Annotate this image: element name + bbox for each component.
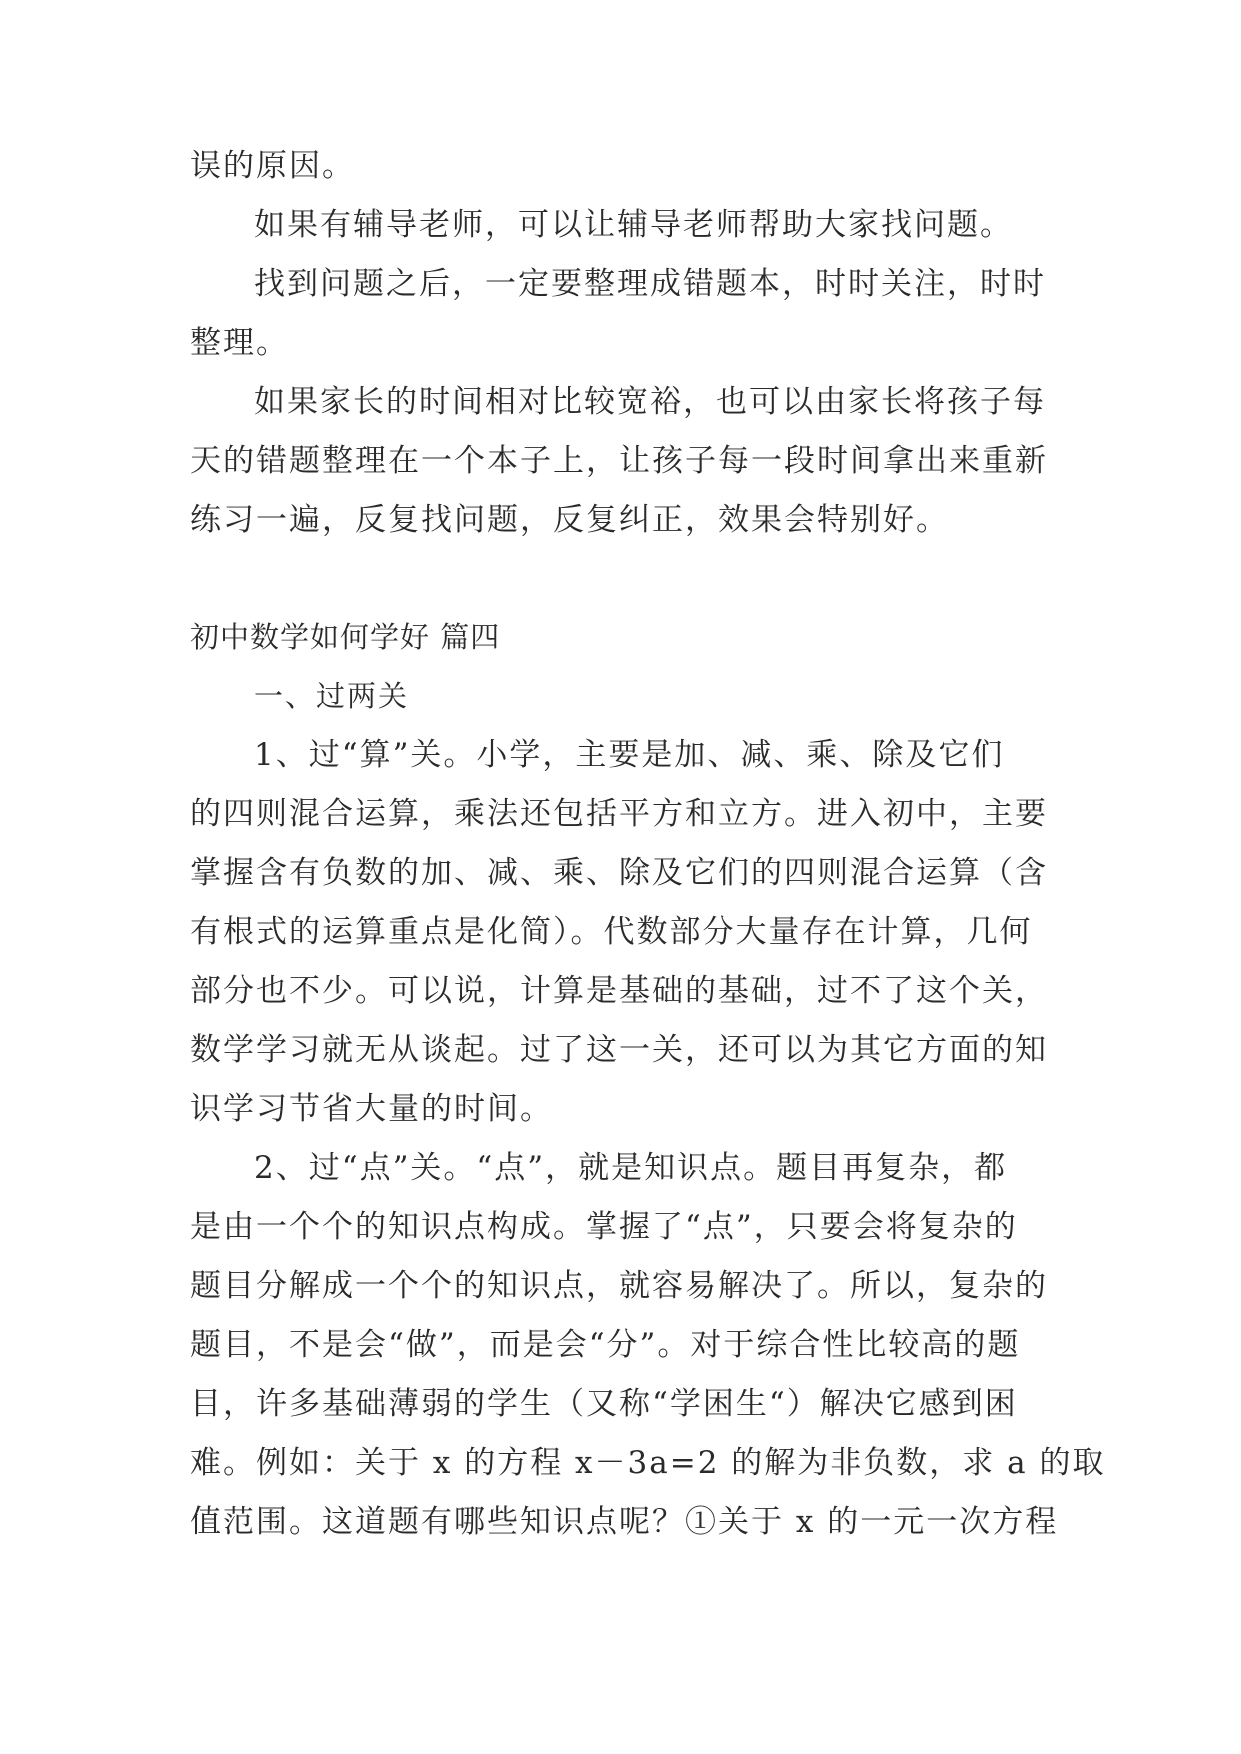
- section-paragraph-2-line-5: 目，许多基础薄弱的学生（又称“学困生“）解决它感到困: [190, 1386, 1018, 1422]
- section-paragraph-1-line-2: 的四则混合运算，乘法还包括平方和立方。进入初中，主要: [190, 796, 1048, 832]
- paragraph-1-line-1: 误的原因。: [190, 148, 355, 184]
- section-paragraph-1-line-1: 1、过“算”关。小学，主要是加、减、乘、除及它们: [254, 737, 1005, 773]
- paragraph-4-line-2: 天的错题整理在一个本子上，让孩子每一段时间拿出来重新: [190, 443, 1048, 479]
- section-subtitle: 一、过两关: [254, 679, 410, 713]
- paragraph-2-line-1: 如果有辅导老师，可以让辅导老师帮助大家找问题。: [254, 207, 1013, 243]
- section-title: 初中数学如何学好 篇四: [190, 620, 501, 654]
- section-paragraph-1-line-7: 识学习节省大量的时间。: [190, 1091, 553, 1127]
- section-paragraph-2-line-4: 题目，不是会“做”，而是会“分”。对于综合性比较高的题: [190, 1327, 1021, 1363]
- section-paragraph-1-line-5: 部分也不少。可以说，计算是基础的基础，过不了这个关，: [190, 973, 1048, 1009]
- paragraph-4-line-3: 练习一遍，反复找问题，反复纠正，效果会特别好。: [190, 502, 949, 538]
- paragraph-3-line-2: 整理。: [190, 325, 289, 361]
- paragraph-3-line-1: 找到问题之后，一定要整理成错题本，时时关注，时时: [254, 266, 1046, 302]
- section-paragraph-2-line-6: 难。例如：关于 x 的方程 x－3a=2 的解为非负数，求 a 的取: [190, 1445, 1106, 1481]
- section-paragraph-1-line-6: 数学学习就无从谈起。过了这一关，还可以为其它方面的知: [190, 1032, 1048, 1068]
- section-paragraph-2-line-3: 题目分解成一个个的知识点，就容易解决了。所以，复杂的: [190, 1268, 1048, 1304]
- section-paragraph-1-line-4: 有根式的运算重点是化简）。代数部分大量存在计算，几何: [190, 914, 1033, 950]
- section-paragraph-2-line-7: 值范围。这道题有哪些知识点呢？①关于 x 的一元一次方程: [190, 1504, 1059, 1540]
- paragraph-4-line-1: 如果家长的时间相对比较宽裕，也可以由家长将孩子每: [254, 384, 1046, 420]
- section-paragraph-1-line-3: 掌握含有负数的加、减、乘、除及它们的四则混合运算（含: [190, 855, 1048, 891]
- section-paragraph-2-line-2: 是由一个个的知识点构成。掌握了“点”，只要会将复杂的: [190, 1209, 1018, 1245]
- section-paragraph-2-line-1: 2、过“点”关。“点”，就是知识点。题目再复杂，都: [254, 1150, 1008, 1186]
